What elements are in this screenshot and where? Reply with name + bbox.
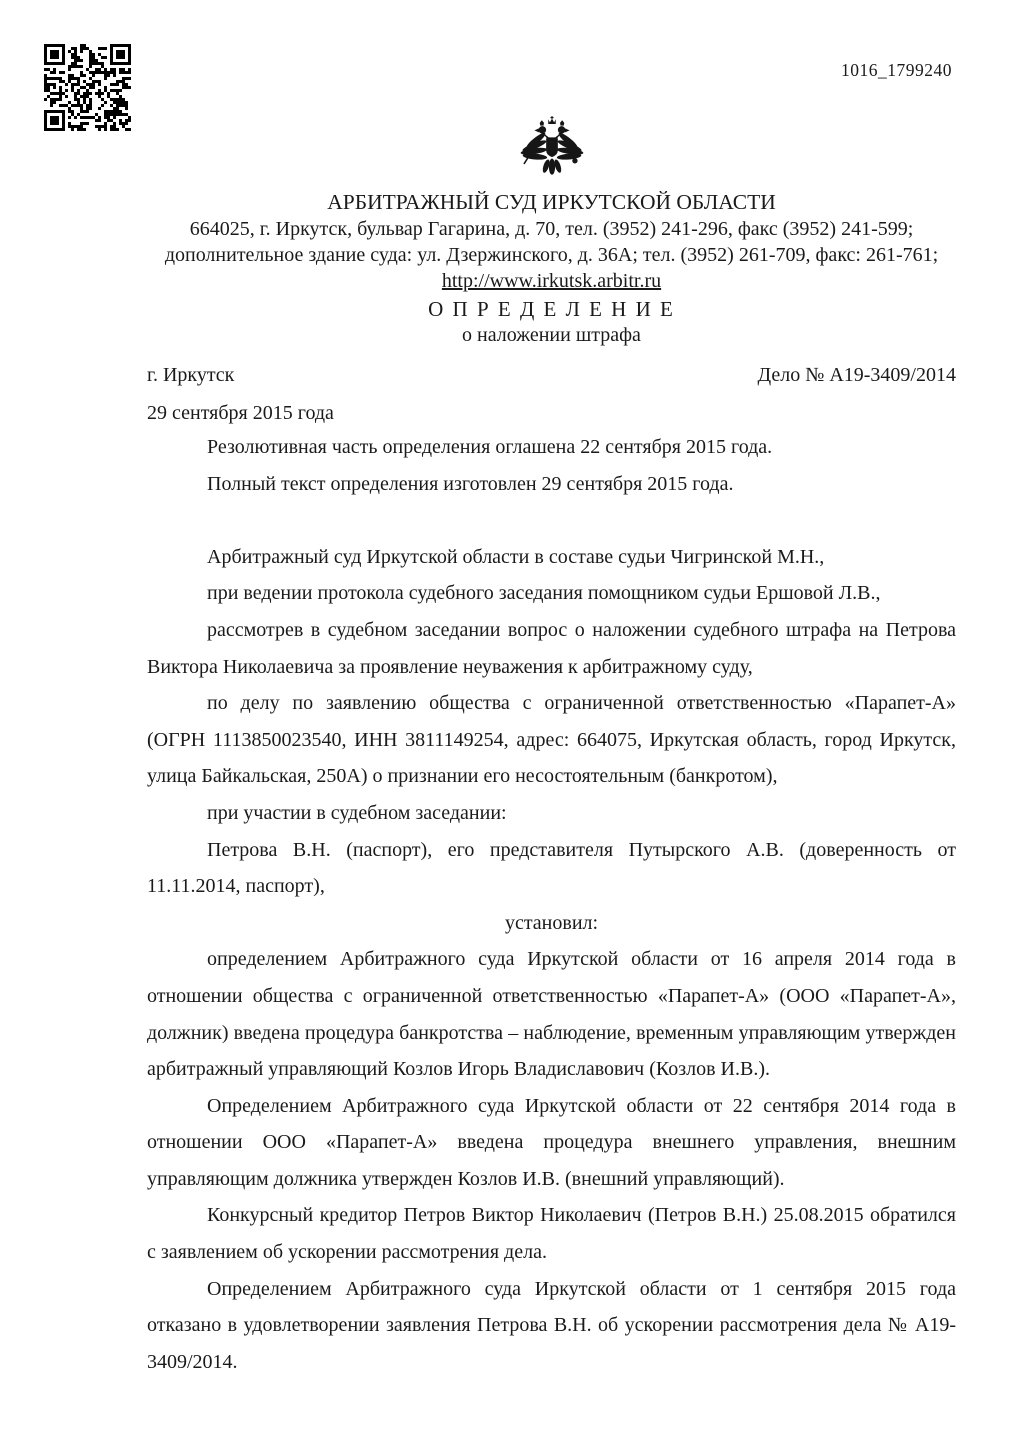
document-id-number: 1016_1799240	[841, 60, 952, 80]
document-body	[147, 429, 956, 1380]
court-address-line2: дополнительное здание суда: ул. Дзержинского, д. 36А; тел. (3952) 261-709, факс: 261-761;	[164, 244, 939, 266]
court-website-link[interactable]: http://www.irkutsk.arbitr.ru	[441, 270, 662, 292]
body-paragraph: Резолютивная часть определения оглашена 22 сентября 2015 года.	[207, 436, 773, 458]
body-paragraph: по делу по заявлению общества с ограниченной ответственностью «Парапет-А» (ОГРН 1113850023540, ИНН 3811149254, адрес: 664075, Иркутская область, город Иркутск, улица Байкальская, 250А) о признании его несостоятельным (банкротом),	[147, 692, 956, 788]
document-subtitle: о наложении штрафа	[462, 324, 641, 346]
body-paragraph: Определением Арбитражного суда Иркутской области от 1 сентября 2015 года отказано в удовлетворении заявления Петрова В.Н. об ускорении рассмотрения дела № А19-3409/2014.	[147, 1277, 956, 1373]
body-paragraph: Арбитражный суд Иркутской области в составе судьи Чигринской М.Н.,	[207, 545, 825, 568]
body-paragraph: Петрова В.Н. (паспорт), его представителя Путырского А.В. (доверенность от 11.11.2014, паспорт),	[147, 838, 956, 898]
body-paragraph: Полный текст определения изготовлен 29 сентября 2015 года.	[207, 472, 734, 495]
letterhead	[147, 113, 956, 348]
body-paragraph: Определением Арбитражного суда Иркутской области от 22 сентября 2014 года в отношении ООО «Парапет-А» введена процедура внешнего управления, внешним управляющим должника утвержден Козлов И.В. (внешний управляющий).	[147, 1094, 956, 1190]
document-type-title: О П Р Е Д Е Л Е Н И Е	[428, 297, 675, 321]
court-name: АРБИТРАЖНЫЙ СУД ИРКУТСКОЙ ОБЛАСТИ	[327, 190, 776, 214]
body-paragraph: рассмотрев в судебном заседании вопрос о наложении судебного штрафа на Петрова Виктора Николаевича за проявление неуважения к арбитражному суду,	[147, 618, 956, 678]
document-date: 29 сентября 2015 года	[147, 402, 334, 424]
body-paragraph: при ведении протокола судебного заседания помощником судьи Ершовой Л.В.,	[207, 582, 881, 605]
case-number: Дело № А19-3409/2014	[757, 364, 956, 386]
court-address-line1: 664025, г. Иркутск, бульвар Гагарина, д. 70, тел. (3952) 241-296, факс (3952) 241-599;	[189, 218, 914, 240]
body-paragraph: при участии в судебном заседании:	[207, 801, 507, 824]
coat-of-arms-icon	[520, 113, 584, 183]
case-info-row	[147, 364, 956, 387]
court-website-row	[147, 268, 956, 296]
body-paragraph: Конкурсный кредитор Петров Виктор Николаевич (Петров В.Н.) 25.08.2015 обратился с заявлением об ускорении рассмотрения дела.	[147, 1204, 956, 1264]
city-label: г. Иркутск	[147, 364, 235, 386]
qr-code-icon	[44, 44, 131, 131]
body-paragraph: установил:	[504, 911, 599, 934]
body-paragraph: определением Арбитражного суда Иркутской области от 16 апреля 2014 года в отношении общества с ограниченной ответственностью «Парапет-А» (ООО «Парапет-А», должник) введена процедура банкротства – наблюдение, временным управляющим утвержден арбитражный управляющий Козлов Игорь Владиславович (Козлов И.В.).	[147, 948, 956, 1081]
